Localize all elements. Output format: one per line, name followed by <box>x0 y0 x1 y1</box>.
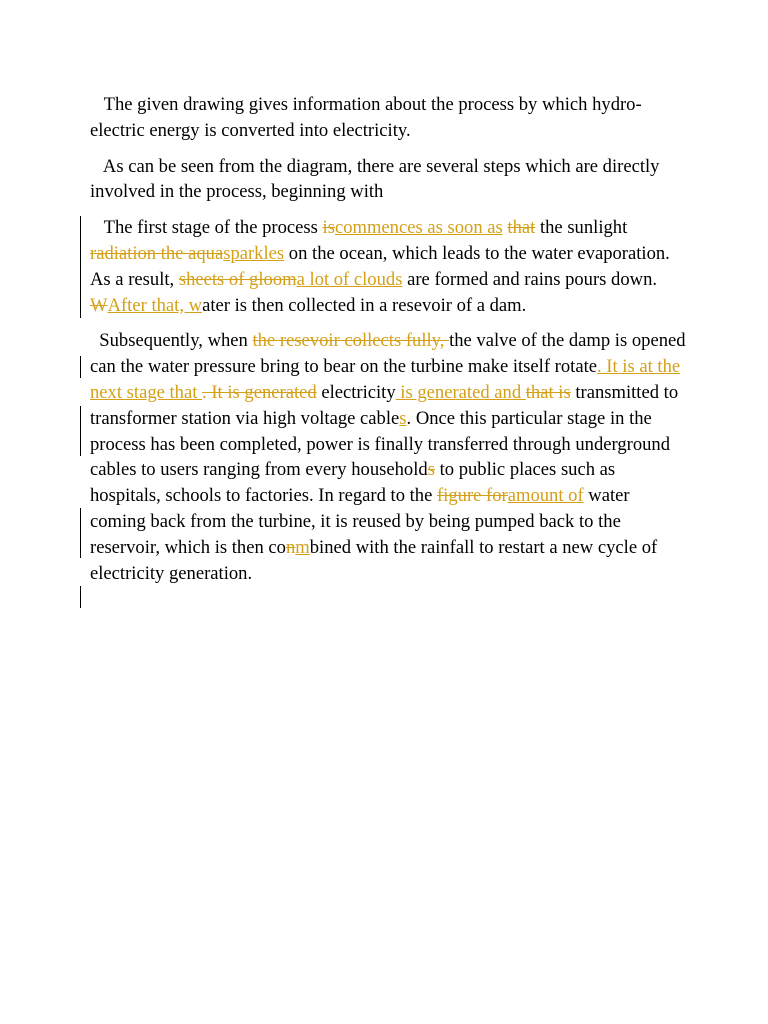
document-body <box>90 92 690 596</box>
body-text: on the ocean, which leads to the water evaporation. As a result, <box>90 242 670 290</box>
inserted-text: commences as soon as <box>334 217 503 239</box>
body-text: . Once this particular stage in the process has been completed, power is finally transferred through underground cables to users ranging from every household <box>90 407 671 481</box>
body-text: water coming back from the turbine, it is reused by being pumped back to the reservoir, which is then co <box>90 485 630 558</box>
inserted-text: . It is at the next stage that <box>90 356 681 403</box>
inserted-text: m <box>295 536 310 558</box>
inserted-text: is generated and <box>395 381 526 403</box>
deleted-text: W <box>90 294 108 316</box>
paragraph <box>90 328 690 586</box>
body-text: electricity <box>316 381 396 403</box>
deleted-text: sheets of gloom <box>178 268 297 290</box>
deleted-text: radiation the aqua <box>90 242 224 264</box>
deleted-text: figure for <box>437 485 508 507</box>
paragraph <box>90 92 690 144</box>
deleted-text: . It is generated <box>202 381 317 403</box>
inserted-text: sparkles <box>223 242 285 264</box>
change-bar <box>80 508 81 558</box>
body-text: are formed and rains pours down. <box>402 268 658 290</box>
change-bar <box>80 406 81 456</box>
paragraph <box>90 215 690 318</box>
inserted-text: After that, w <box>107 294 203 316</box>
deleted-text: n <box>285 536 296 558</box>
body-text: The first stage of the process <box>103 217 323 239</box>
body-text: The given drawing gives information about the process by which hydro-electric energy is converted into electricity. <box>90 94 642 141</box>
deleted-text: s <box>427 459 435 481</box>
body-text: to public places such as hospitals, schools to factories. In regard to the <box>90 459 616 507</box>
inserted-text: s <box>399 407 407 429</box>
inserted-text: a lot of clouds <box>296 268 403 290</box>
deleted-text: is <box>322 217 335 239</box>
deleted-text: the resevoir collects fully, <box>252 330 450 352</box>
change-bar <box>80 586 81 608</box>
change-bar <box>80 216 81 318</box>
body-text: the sunlight <box>535 217 628 239</box>
body-text: the valve of the damp is opened can the water pressure bring to bear on the turbine make itself rotate <box>90 330 686 378</box>
paragraph-indent <box>90 217 104 238</box>
body-text: Subsequently, when <box>99 330 253 352</box>
paragraph <box>90 154 690 206</box>
deleted-text: that is <box>525 381 571 403</box>
body-text: transmitted to transformer station via high voltage cable <box>90 381 679 429</box>
body-text: As can be seen from the diagram, there are several steps which are directly involved in the process, beginning with <box>90 155 660 203</box>
body-text: ater is then collected in a resevoir of a dam. <box>202 294 527 316</box>
deleted-text: that <box>507 217 536 239</box>
change-bar <box>80 356 81 378</box>
inserted-text: amount of <box>507 485 584 507</box>
paragraph-indent <box>90 156 103 177</box>
paragraph-indent <box>90 94 104 115</box>
body-text: bined with the rainfall to restart a new cycle of electricity generation. <box>90 536 658 584</box>
paragraph-indent <box>90 330 99 351</box>
